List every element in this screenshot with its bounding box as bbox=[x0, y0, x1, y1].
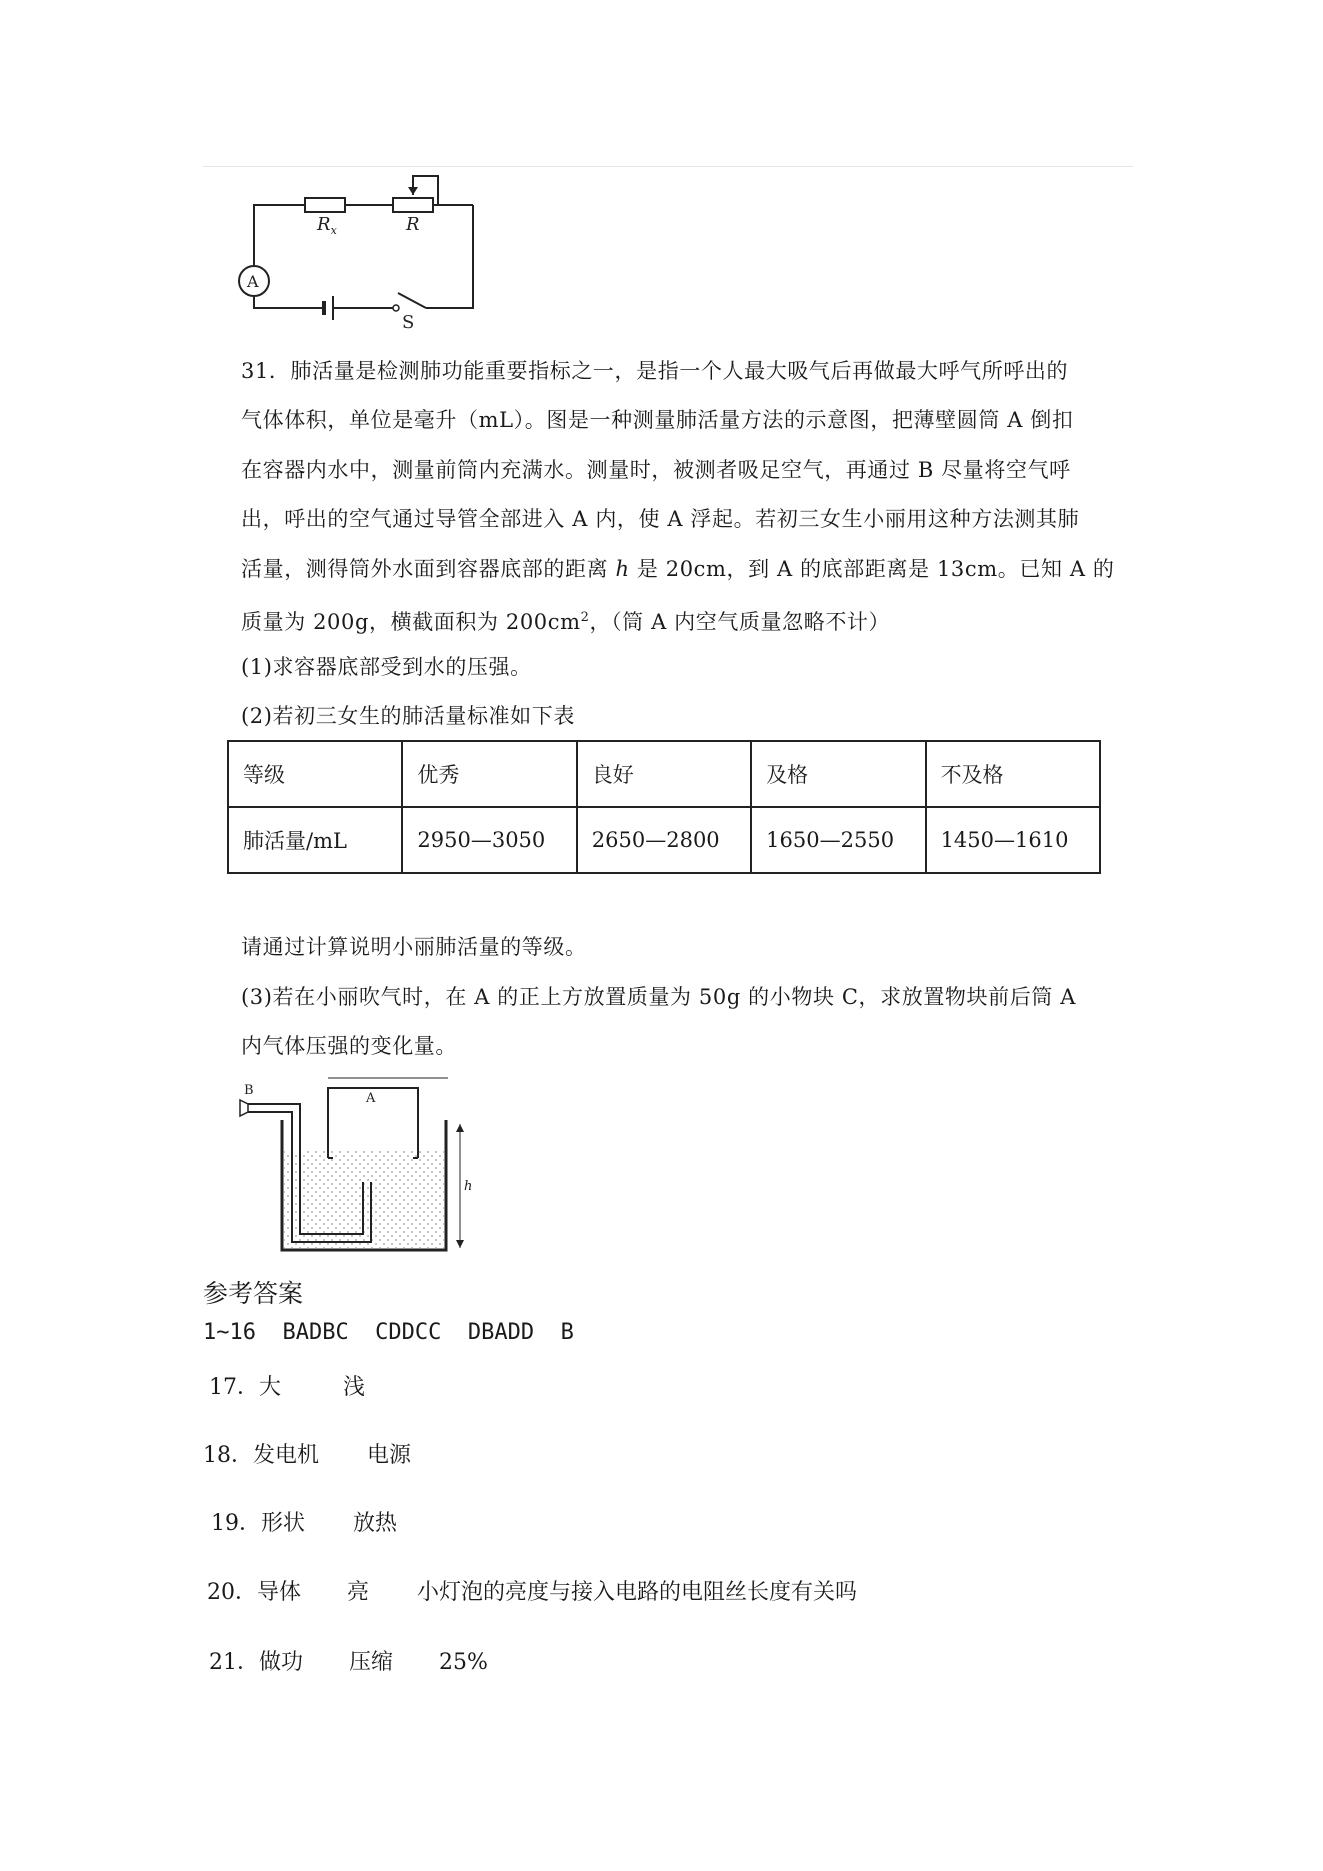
arrow-down-icon bbox=[456, 1240, 464, 1248]
part-2: (2)若初三女生的肺活量标准如下表 bbox=[241, 704, 575, 728]
answer-21-item: 25% bbox=[439, 1650, 488, 1675]
answer-19 bbox=[211, 1506, 397, 1537]
after-table-text: 请通过计算说明小丽肺活量的等级。 bbox=[241, 935, 587, 959]
answer-18-item: 18．发电机 bbox=[203, 1443, 319, 1468]
question-line-5-pre: 活量，测得筒外水面到容器底部的距离 bbox=[241, 557, 616, 581]
variable-h: h bbox=[615, 557, 630, 581]
question-line-6 bbox=[241, 603, 890, 637]
answer-17-item: 17．大 bbox=[209, 1375, 281, 1400]
answer-20 bbox=[207, 1575, 857, 1606]
question-line-2: 气体体积，单位是毫升（mL）。图是一种测量肺活量方法的示意图，把薄壁圆筒 A 倒扣 bbox=[241, 408, 1074, 432]
label-a: A bbox=[366, 1091, 376, 1106]
answers-title: 参考答案 bbox=[203, 1279, 304, 1308]
table-cell: 1450—1610 bbox=[926, 807, 1100, 873]
question-line-3: 在容器内水中，测量前筒内充满水。测量时，被测者吸足空气，再通过 B 尽量将空气呼 bbox=[241, 458, 1071, 482]
label-b: B bbox=[244, 1083, 254, 1098]
rheostat-label: R bbox=[406, 214, 420, 235]
label-h: h bbox=[464, 1179, 473, 1194]
table-cell: 2950—3050 bbox=[402, 807, 576, 873]
circuit-diagram bbox=[230, 170, 490, 330]
answers-multiple-choice bbox=[203, 1320, 574, 1345]
apparatus-diagram bbox=[238, 1074, 478, 1264]
switch-label: S bbox=[402, 312, 415, 330]
answer-20-item: 亮 bbox=[347, 1580, 370, 1605]
lung-capacity-table bbox=[227, 740, 1101, 874]
answer-18-item: 电源 bbox=[367, 1443, 412, 1468]
ammeter-label: A bbox=[247, 272, 259, 291]
answer-21-item: 压缩 bbox=[349, 1650, 394, 1675]
table-cell: 等级 bbox=[228, 741, 402, 807]
answer-19-item: 放热 bbox=[353, 1511, 398, 1536]
table-cell: 2650—2800 bbox=[577, 807, 751, 873]
answer-20-item: 20．导体 bbox=[207, 1580, 301, 1605]
answer-17-item: 浅 bbox=[343, 1375, 366, 1400]
table-cell: 1650—2550 bbox=[751, 807, 925, 873]
page-top-rule bbox=[203, 166, 1133, 167]
answer-19-item: 19．形状 bbox=[211, 1511, 305, 1536]
question-line-5 bbox=[241, 554, 1114, 584]
answers-mc-text: 1~16 BADBC CDDCC DBADD B bbox=[203, 1320, 574, 1345]
part-3-line-2: 内气体压强的变化量。 bbox=[241, 1034, 457, 1058]
answer-18 bbox=[203, 1438, 411, 1469]
part-1: (1)求容器底部受到水的压强。 bbox=[241, 655, 532, 679]
question-line-6-post: ，（筒 A 内空气质量忽略不计） bbox=[589, 610, 891, 634]
answer-21-item: 21．做功 bbox=[209, 1650, 303, 1675]
answer-20-item: 小灯泡的亮度与接入电路的电阻丝长度有关吗 bbox=[417, 1580, 858, 1605]
table-cell: 不及格 bbox=[926, 741, 1100, 807]
table-cell: 良好 bbox=[577, 741, 751, 807]
answer-21 bbox=[209, 1645, 488, 1676]
table-row bbox=[228, 807, 1100, 873]
answer-17 bbox=[209, 1370, 365, 1401]
slider-arrow-icon bbox=[408, 187, 418, 195]
table-cell: 及格 bbox=[751, 741, 925, 807]
superscript-2: 2 bbox=[580, 610, 590, 625]
question-line-5-post: 是 20cm，到 A 的底部距离是 13cm。已知 A 的 bbox=[629, 557, 1115, 581]
part-3-line-1: (3)若在小丽吹气时，在 A 的正上方放置质量为 50g 的小物块 C，求放置物块前后筒 A bbox=[241, 985, 1076, 1009]
nozzle-icon bbox=[240, 1100, 248, 1116]
table-cell: 肺活量/mL bbox=[228, 807, 402, 873]
question-line-6-pre: 质量为 200g，横截面积为 200cm bbox=[241, 610, 581, 634]
resistor-rx-label: $R_x$ bbox=[317, 214, 337, 237]
table-cell: 优秀 bbox=[402, 741, 576, 807]
question-line-4: 出，呼出的空气通过导管全部进入 A 内，使 A 浮起。若初三女生小丽用这种方法测其肺 bbox=[241, 507, 1080, 531]
table-header-row bbox=[228, 741, 1100, 807]
question-line-1: 31．肺活量是检测肺功能重要指标之一，是指一个人最大吸气后再做最大呼气所呼出的 bbox=[241, 359, 1069, 383]
arrow-up-icon bbox=[456, 1124, 464, 1132]
